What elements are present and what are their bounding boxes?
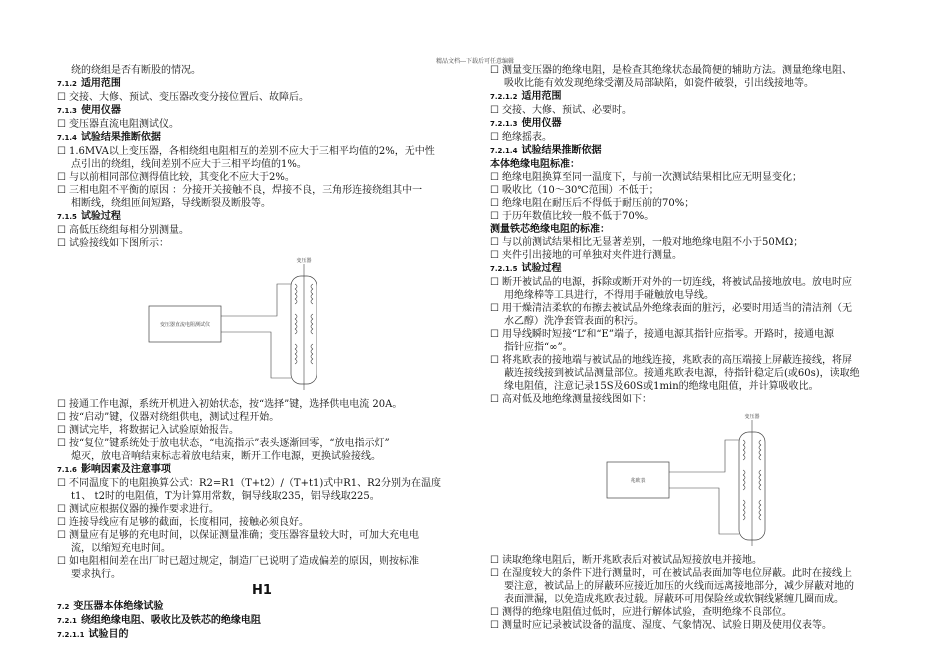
section-title: 适用范围 — [80, 78, 121, 89]
figure-top-label: 变压器 — [744, 414, 760, 420]
sub-heading: 本体绝缘电阻标准： — [490, 159, 580, 170]
checkbox-bullet-item: ☐ 测试应根据仪器的操作要求进行。 — [57, 503, 467, 516]
checkbox-bullet-item: ☐ 如电阻相间差在出厂时已超过规定，制造厂已说明了造成偏差的原因，则按标准 — [57, 555, 467, 568]
coil-winding — [295, 324, 297, 329]
coil-winding — [759, 485, 761, 490]
coil-winding — [311, 284, 313, 289]
checkbox-bullet-item: ☐ 接通工作电源，系统开机进入初始状态，按“选择”键，选择供电电流 20A。 — [57, 398, 467, 411]
checkbox-bullet-item: ☐ 按“复位”键系统处于放电状态，“电流指示”表头逐渐回零，“放电指示灯” — [57, 437, 467, 450]
checkbox-bullet-item: ☐ 用导线瞬时短接“L”和“E”端子，接通电源其指针应指零。开路时，接通电源 — [490, 328, 902, 341]
checkbox-bullet-item: ☐ 将兆欧表的接地端与被试品的地线连接，兆欧表的高压端接上屏蔽连接线，将屏 — [490, 354, 902, 367]
coil-winding — [759, 515, 761, 520]
section-title: 试验目的 — [88, 629, 129, 640]
checkbox-bullet-item: ☐ 测量应有足够的充电时间，以保证测量准确；变压器容量较大时，可加大充电电 — [57, 529, 467, 542]
coil-winding — [743, 470, 745, 475]
coil-winding — [295, 354, 297, 359]
paragraph-line: 流，以缩短充电时间。 — [71, 543, 171, 554]
checkbox-bullet-item: ☐ 高低压绕组每相分别测量。 — [57, 224, 467, 237]
coil-winding — [759, 445, 761, 450]
figure — [147, 254, 467, 394]
checkbox-bullet-item: ☐ 夹件引出接地的可单独对夹件进行测量。 — [490, 249, 902, 262]
section-number: 7.2.1.3 — [490, 120, 518, 128]
insulation-wiring-diagram — [605, 410, 775, 550]
section-heading — [57, 77, 467, 91]
wire — [669, 488, 739, 534]
coil-winding — [759, 450, 761, 455]
coil-winding — [295, 284, 297, 289]
section-title: 适用范围 — [521, 91, 562, 102]
paragraph-line: 要求执行。 — [71, 569, 121, 580]
section-number: 7.2.1.1 — [57, 631, 85, 639]
section-number: 7.2.1 — [57, 617, 77, 625]
section-title: 使用仪器 — [521, 118, 562, 129]
section-title: 试验过程 — [80, 211, 121, 222]
checkbox-bullet-item: ☐ 测试完毕，将数据记入试验原始报告。 — [57, 424, 467, 437]
section-title: 使用仪器 — [80, 105, 121, 116]
checkbox-bullet-item: ☐ 与以前相同部位测得值比较，其变化不应大于2%。 — [57, 171, 467, 184]
paragraph-line: 表面泄漏，以免造成兆欧表过载。屏蔽环可用保险丝或软铜线紧缠几圈而成。 — [504, 594, 844, 605]
coil-winding — [295, 329, 297, 334]
section-heading — [490, 90, 902, 104]
page-marker: H1 — [252, 584, 272, 597]
paragraph-line: 水乙醇）洗净套管表面的积污。 — [504, 316, 644, 327]
paragraph-line: 熄灭，放电音响结束标志着放电结束，断开工作电源，更换试验接线。 — [71, 451, 381, 462]
checkbox-bullet-item: ☐ 绝缘电阻在耐压后不得低于耐压前的70%； — [490, 197, 902, 210]
coil-winding — [743, 455, 745, 460]
coil-winding — [743, 480, 745, 485]
coil-winding — [311, 319, 313, 324]
coil-winding — [311, 354, 313, 359]
coil-winding — [759, 440, 761, 445]
section-number: 7.1.3 — [57, 107, 77, 115]
section-heading — [490, 117, 902, 131]
section-number: 7.1.6 — [57, 466, 77, 474]
paragraph-line: 相断线，绕组匝间短路，导线断裂及断股等。 — [71, 198, 271, 209]
paragraph-line: 绕的绕组是否有断股的情况。 — [71, 65, 201, 76]
checkbox-bullet-item: ☐ 断开被试品的电源，拆除或断开对外的一切连线，将被试品接地放电。放电时应 — [490, 276, 902, 289]
sub-heading: 测量铁芯绝缘电阻的标准： — [490, 224, 610, 235]
checkbox-bullet-item: ☐ 吸收比（10〜30℃范围）不低于； — [490, 184, 902, 197]
coil-winding — [311, 349, 313, 354]
checkbox-bullet-item: ☐ 绝缘摇表。 — [490, 131, 902, 144]
checkbox-bullet-item: ☐ 交接、大修、预试、变压器改变分接位置后、故障后。 — [57, 91, 467, 104]
checkbox-bullet-item: ☐ 读取绝缘电阻后，断开兆欧表后对被试品短接放电并接地。 — [490, 554, 902, 567]
paragraph-line: 用绝缘棒等工具进行，不得用手碰触放电导线。 — [504, 290, 714, 301]
coil-winding — [295, 359, 297, 364]
coil-winding — [295, 349, 297, 354]
page-header: 精品文档---下载后可任意编辑 — [435, 58, 515, 65]
paragraph-line: 缘电阻值，注意记录15S及60S或1min的绝缘电阻值，并计算吸收比。 — [504, 381, 819, 392]
dc-resistance-wiring-diagram — [147, 254, 317, 394]
checkbox-bullet-item: ☐ 连接导线应有足够的截面，长度相同，接触必须良好。 — [57, 516, 467, 529]
section-title: 影响因素及注意事项 — [80, 464, 171, 475]
coil-winding — [743, 510, 745, 515]
checkbox-bullet-item: ☐ 交接、大修、预试、必要时。 — [490, 104, 902, 117]
wire — [221, 284, 291, 316]
coil-winding — [743, 500, 745, 505]
checkbox-bullet-item: ☐ 按“启动”键，仪器对绕组供电，测试过程开始。 — [57, 411, 467, 424]
checkbox-bullet-item: ☐ 在湿度较大的条件下进行测量时，可在被试品表面加等电位屏蔽。此时在接线上 — [490, 567, 902, 580]
section-heading — [57, 628, 467, 642]
checkbox-bullet-item: ☐ 高对低及地绝缘测量接线图如下： — [490, 393, 902, 406]
coil-winding — [743, 515, 745, 520]
section-heading — [57, 463, 467, 477]
coil-winding — [743, 440, 745, 445]
section-number: 7.2.1.5 — [490, 265, 518, 273]
paragraph-line: 吸收比能有效发现绝缘受潮及局部缺陷，如瓷件破裂，引出线接地等。 — [504, 78, 814, 89]
coil-winding — [759, 505, 761, 510]
coil-winding — [311, 324, 313, 329]
checkbox-bullet-item: ☐ 测得的绝缘电阻值过低时，应进行解体试验，查明绝缘不良部位。 — [490, 606, 902, 619]
section-heading — [57, 210, 467, 224]
coil-winding — [295, 289, 297, 294]
checkbox-bullet-item: ☐ 变压器直流电阻测试仪。 — [57, 118, 467, 131]
checkbox-bullet-item: ☐ 用干燥清洁柔软的布擦去被试品外绝缘表面的脏污，必要时用适当的清洁剂（无 — [490, 302, 902, 315]
coil-winding — [311, 289, 313, 294]
figure-box-label: 兆欧表 — [630, 478, 646, 484]
section-title: 试验结果推断依据 — [80, 132, 161, 143]
section-number: 7.2 — [57, 603, 70, 611]
coil-winding — [743, 485, 745, 490]
coil-winding — [295, 294, 297, 299]
section-title: 绕组绝缘电阻、吸收比及铁芯的绝缘电阻 — [80, 615, 261, 626]
coil-winding — [743, 450, 745, 455]
checkbox-bullet-item: ☐ 绝缘电阻换算至同一温度下，与前一次测试结果相比应无明显变化； — [490, 171, 902, 184]
figure — [605, 410, 902, 550]
section-number: 7.1.5 — [57, 213, 77, 221]
section-number: 7.2.1.2 — [490, 93, 518, 101]
coil-winding — [743, 475, 745, 480]
coil-winding — [759, 500, 761, 505]
coil-winding — [759, 510, 761, 515]
coil-winding — [311, 344, 313, 349]
coil-winding — [311, 299, 313, 304]
section-heading — [490, 262, 902, 276]
coil-winding — [295, 319, 297, 324]
coil-winding — [311, 359, 313, 364]
checkbox-bullet-item: ☐ 测量变压器的绝缘电阻，是检查其绝缘状态最简便的辅助方法。测量绝缘电阻、 — [490, 64, 902, 77]
checkbox-bullet-item: ☐ 试验接线如下图所示： — [57, 237, 467, 250]
coil-winding — [295, 314, 297, 319]
right-column — [490, 64, 902, 632]
checkbox-bullet-item: ☐ 于历年数值比较一般不低于70%。 — [490, 210, 902, 223]
coil-winding — [311, 294, 313, 299]
paragraph-line: 点引出的绕组，线间差别不应大于三相平均值的1%。 — [71, 159, 307, 170]
left-column — [57, 64, 467, 642]
figure-top-label: 变压器 — [296, 258, 312, 264]
section-title: 试验结果推断依据 — [521, 145, 602, 156]
coil-winding — [759, 480, 761, 485]
section-number: 7.1.4 — [57, 134, 77, 142]
checkbox-bullet-item: ☐ 三相电阻不平衡的原因 ：分接开关接触不良，焊接不良，三角形连接绕组其中一 — [57, 184, 467, 197]
wire — [221, 332, 291, 378]
section-heading — [57, 614, 467, 628]
section-heading — [57, 131, 467, 145]
paragraph-line: 蔽连接线接到被试品测量部位。接通兆欧表电源，待指针稳定后(或60s)，读取绝 — [504, 368, 860, 379]
coil-winding — [295, 344, 297, 349]
coil-winding — [759, 455, 761, 460]
paragraph-line: 要注意，被试品上的屏蔽环应接近加压的火线而远离接地部分，减少屏蔽对地的 — [504, 581, 854, 592]
checkbox-bullet-item: ☐ 不同温度下的电阻换算公式：R2=R1（T+t2）/（T+t1)式中R1、R2分别为在温度 — [57, 477, 467, 490]
section-heading — [57, 600, 467, 614]
checkbox-bullet-item: ☐ 测量时应记录被试设备的温度、湿度、气象情况、试验日期及使用仪表等。 — [490, 619, 902, 632]
section-title: 变压器本体绝缘试验 — [73, 601, 164, 612]
figure-box-label: 变压器直流电阻测试仪 — [159, 322, 211, 328]
section-number: 7.1.2 — [57, 80, 77, 88]
coil-winding — [311, 329, 313, 334]
coil-winding — [743, 505, 745, 510]
paragraph-line: 指针应指“∞”。 — [504, 342, 573, 353]
coil-winding — [759, 475, 761, 480]
checkbox-bullet-item: ☐ 1.6MVA以上变压器，各相绕组电阻相互的差别不应大于三相平均值的2%，无中性 — [57, 145, 467, 158]
section-title: 试验过程 — [521, 263, 562, 274]
paragraph-line: t1、 t2时的电阻值，T为计算用常数，铜导线取235，铝导线取225。 — [71, 491, 380, 502]
checkbox-bullet-item: ☐ 与以前测试结果相比无显著差别，一般对地绝缘电阻不小于50MΩ； — [490, 236, 902, 249]
wire — [669, 440, 739, 472]
coil-winding — [759, 470, 761, 475]
section-heading — [57, 104, 467, 118]
coil-winding — [311, 314, 313, 319]
coil-winding — [295, 299, 297, 304]
section-number: 7.2.1.4 — [490, 147, 518, 155]
section-heading — [490, 144, 902, 158]
coil-winding — [743, 445, 745, 450]
